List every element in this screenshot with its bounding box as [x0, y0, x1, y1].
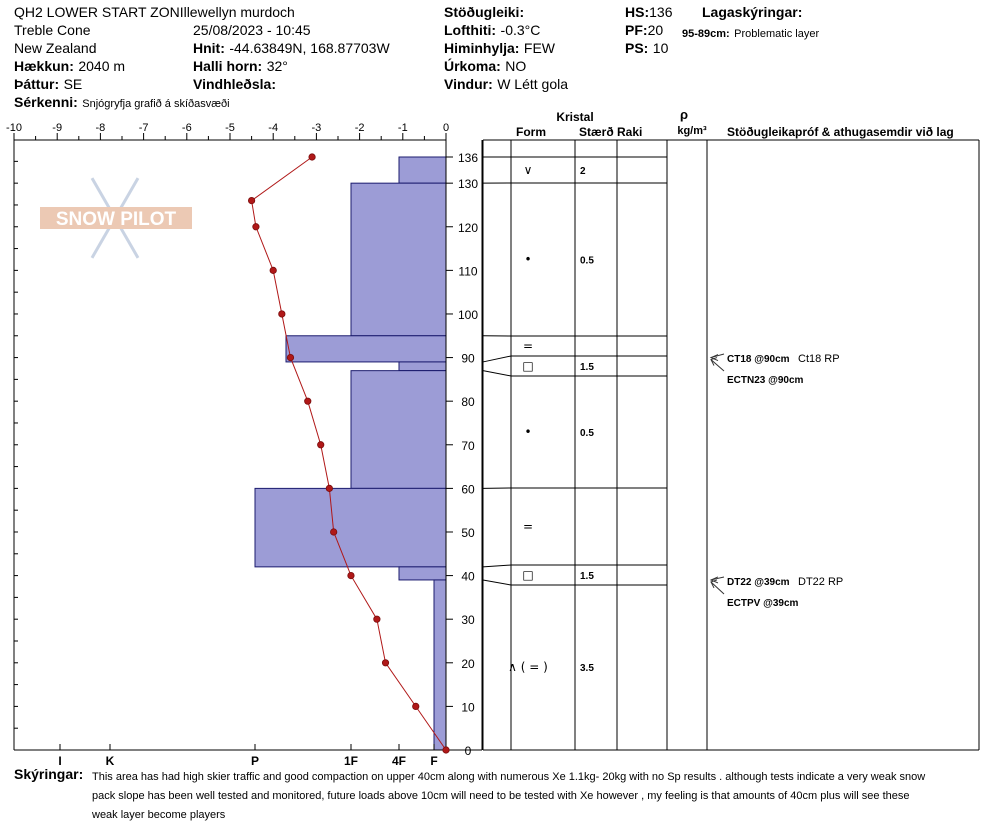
- test-result: DT22 @39cm: [727, 577, 790, 588]
- area-name: Treble Cone: [14, 22, 91, 38]
- hardness-bar: [399, 157, 446, 183]
- height-tick-label: 90: [461, 351, 475, 366]
- coords-label: Hnit:: [193, 40, 225, 56]
- precip-value: NO: [505, 58, 527, 74]
- layer-form: =: [522, 519, 534, 534]
- elevation-label: Hækkun:: [14, 58, 74, 74]
- height-tick-label: 110: [458, 264, 478, 279]
- ps-value: 10: [652, 40, 669, 56]
- test-arrow-line: [711, 582, 724, 594]
- temperature-point: [318, 442, 324, 448]
- layer-connector: [482, 580, 511, 585]
- aspect-label: Þáttur:: [14, 76, 60, 92]
- test-comment: DT22 RP: [798, 576, 844, 588]
- temp-tick-label: -7: [138, 122, 149, 134]
- layer-size: 0.5: [580, 255, 594, 267]
- test-result: ECTPV @39cm: [727, 598, 799, 609]
- layer-form: □: [522, 568, 534, 582]
- snowpilot-logo: [40, 178, 192, 258]
- col-moisture: Raki: [617, 125, 643, 139]
- observation-datetime: 25/08/2023 - 10:45: [193, 22, 311, 38]
- hardness-bar: [255, 488, 446, 566]
- temperature-point: [326, 485, 332, 491]
- logo-text: SNOW PILOT: [55, 209, 177, 230]
- hardness-bar: [286, 336, 446, 362]
- test-comment: Ct18 RP: [798, 353, 840, 365]
- layer-size: 0.5: [580, 428, 594, 439]
- hardness-bar: [434, 580, 446, 750]
- country-name: New Zealand: [14, 40, 97, 56]
- layer-form: □: [522, 359, 534, 373]
- layer-form: •: [524, 252, 532, 267]
- wind-value: W Létt gola: [497, 76, 569, 92]
- sky-label: Himinhylja:: [444, 40, 520, 56]
- remarks-line: weak layer become players: [92, 809, 226, 821]
- specifics-label: Sérkenni:: [14, 94, 78, 110]
- layer-connector: [482, 356, 511, 362]
- temp-tick-label: -5: [225, 122, 235, 134]
- slope-value: 32°: [266, 58, 288, 74]
- precip-label: Úrkoma:: [444, 58, 501, 74]
- stability-label: Stöðugleiki:: [444, 4, 525, 20]
- temperature-point: [270, 267, 276, 273]
- temperature-point: [413, 703, 419, 709]
- col-rho: ρ: [679, 107, 689, 122]
- temperature-point: [305, 398, 311, 404]
- temp-tick-label: -2: [354, 122, 365, 134]
- hardness-label: F: [430, 754, 438, 768]
- layer-size: 3.5: [580, 663, 594, 674]
- layer-form: =: [522, 339, 534, 353]
- col-size: Stærð: [579, 125, 614, 139]
- col-crystal: Kristal: [556, 110, 594, 124]
- legend-title: Lagaskýringar:: [702, 4, 803, 20]
- height-tick-label: 50: [461, 525, 475, 540]
- temperature-point: [287, 354, 293, 360]
- hardness-label: K: [105, 754, 115, 768]
- hs-label: HS:: [625, 4, 650, 20]
- temp-tick-label: -10: [6, 122, 22, 134]
- wind-load-label: Vindhleðsla:: [193, 76, 276, 92]
- temperature-point: [443, 747, 449, 753]
- height-tick-label: 100: [457, 307, 479, 322]
- remarks: [92, 768, 992, 825]
- height-tick-label: 10: [461, 700, 475, 715]
- temperature-point: [309, 154, 315, 160]
- temp-tick-label: -4: [268, 122, 279, 134]
- temperature-point: [253, 224, 259, 230]
- sky-value: FEW: [523, 40, 556, 56]
- temperature-point: [348, 572, 354, 578]
- slope-label: Halli horn:: [193, 58, 263, 74]
- airtemp-label: Lofthiti:: [444, 22, 497, 38]
- height-tick-label: 40: [461, 569, 475, 584]
- height-tick-label: 80: [461, 395, 475, 410]
- layer-size: 1.5: [580, 571, 594, 582]
- remarks-line: pack slope has been well tested and monitored, future loads above 10cm will need to be tested with Xe however , my feeling is that amounts of 40cm plus will see these: [92, 790, 910, 802]
- temperature-point: [248, 197, 254, 203]
- hardness-bar: [399, 567, 446, 580]
- temp-tick-label: -8: [95, 122, 106, 134]
- layer-size: 2: [580, 166, 586, 177]
- hs-value: 136: [649, 4, 673, 20]
- height-tick-label: 20: [461, 656, 475, 671]
- col-form: Form: [516, 125, 546, 139]
- layer-form: ∨: [523, 163, 533, 177]
- height-tick-label: 136: [457, 151, 479, 165]
- hardness-bar: [351, 183, 446, 336]
- airtemp-value: -0.3°C: [500, 22, 541, 38]
- layer-connector: [482, 371, 511, 376]
- height-tick-label: 70: [461, 438, 475, 453]
- layer-form: •: [524, 425, 532, 439]
- col-density: kg/m³: [677, 125, 707, 137]
- test-result: ECTN23 @90cm: [727, 375, 804, 386]
- temperature-point: [374, 616, 380, 622]
- height-tick-label: 30: [461, 613, 475, 628]
- layer-form: ∧ ( = ): [508, 660, 548, 674]
- remarks-line: This area has had high skier traffic and good compaction on upper 40cm along with numerous Xe 1.1kg- 20kg with no Sp results . although tests indicate a very weak snow: [92, 771, 926, 783]
- legend-text: Problematic layer: [734, 28, 820, 40]
- layer-connector: [482, 565, 511, 567]
- specifics-value: Snjógryfja grafið á skíðasvæði: [82, 98, 230, 110]
- hardness-label: 1F: [343, 754, 359, 768]
- temp-tick-label: 0: [442, 122, 450, 134]
- temp-tick-label: -9: [52, 122, 63, 134]
- temp-tick-label: -1: [397, 122, 408, 134]
- coords-value: -44.63849N, 168.87703W: [229, 40, 390, 56]
- aspect-value: SE: [63, 76, 83, 92]
- hardness-label: P: [250, 754, 260, 768]
- elevation-value: 2040 m: [78, 58, 126, 74]
- height-tick-label: 120: [457, 220, 479, 235]
- pf-label: PF:: [625, 22, 648, 38]
- layer-size: 1.5: [580, 362, 594, 373]
- temp-tick-label: -6: [181, 122, 192, 134]
- pf-value: 20: [647, 22, 664, 38]
- ps-label: PS:: [625, 40, 649, 56]
- col-tests: Stöðugleikapróf & athugasemdir við lag: [727, 125, 954, 139]
- hardness-bar: [351, 371, 446, 489]
- test-result: CT18 @90cm: [727, 354, 790, 365]
- hardness-bar: [399, 362, 446, 371]
- test-arrow-line: [711, 360, 724, 371]
- wind-label: Vindur:: [444, 76, 493, 92]
- hardness-label: I: [58, 754, 62, 768]
- hardness-label: 4F: [391, 754, 407, 768]
- location-name: QH2 LOWER START ZONIllewellyn murdoch: [14, 4, 295, 20]
- legend-range: 95-89cm:: [682, 28, 730, 40]
- temperature-point: [330, 529, 336, 535]
- temp-tick-label: -3: [311, 122, 322, 134]
- height-tick-label: 130: [457, 177, 479, 192]
- height-tick-label: 0: [464, 744, 472, 758]
- height-tick-label: 60: [461, 482, 475, 497]
- temperature-point: [279, 311, 285, 317]
- temperature-point: [382, 660, 388, 666]
- remarks-label: Skýringar:: [14, 766, 84, 782]
